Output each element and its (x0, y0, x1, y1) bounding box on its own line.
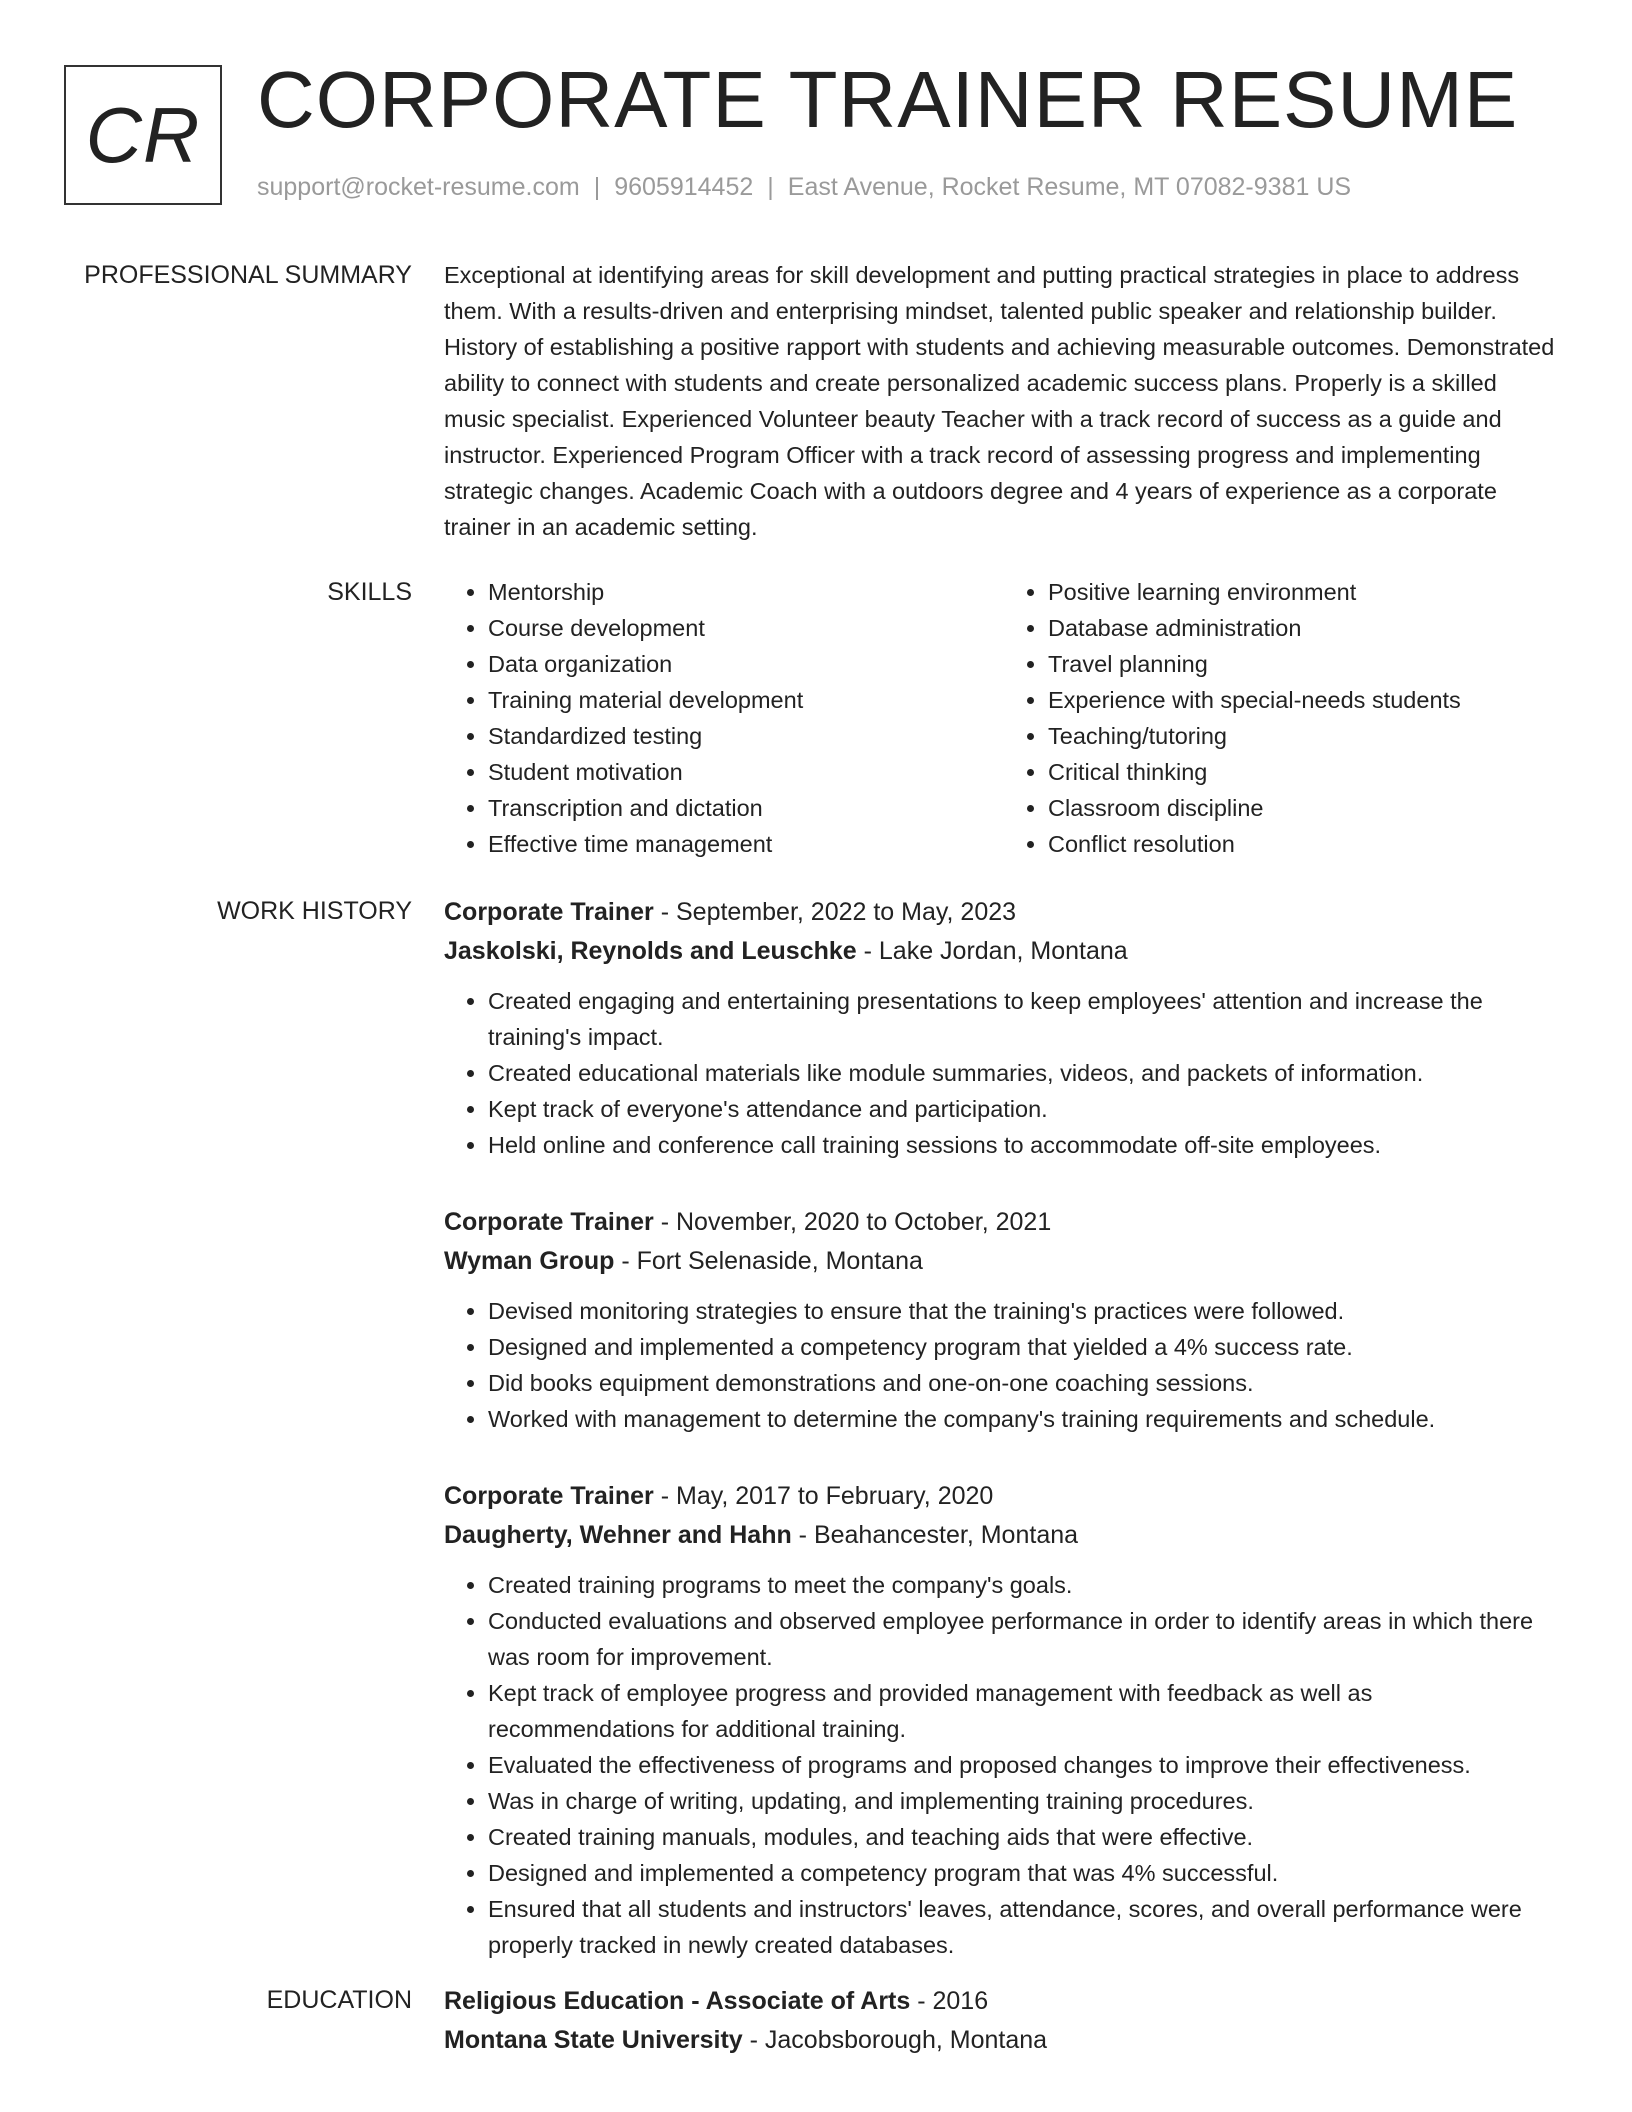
skills-list-right (1004, 574, 1564, 862)
skill-item: • Student motivation (488, 754, 1004, 790)
job-dates: - September, 2022 to May, 2023 (653, 898, 1017, 926)
job-bullet: • Designed and implemented a competency program that was 4% successful. (488, 1855, 1564, 1891)
work-content (444, 893, 1564, 2003)
education-content (444, 1982, 1564, 2060)
job-title: Corporate Trainer (444, 898, 654, 926)
job-bullet: • Kept track of employee progress and provided management with feedback as well as recommendations for additional training. (488, 1675, 1564, 1747)
job-bullets (444, 1567, 1564, 1963)
skill-item: • Transcription and dictation (488, 790, 1004, 826)
job-title: Corporate Trainer (444, 1482, 654, 1510)
skill-item: • Critical thinking (1048, 754, 1564, 790)
monogram: CR (64, 65, 222, 205)
job-bullet: • Ensured that all students and instructors' leaves, attendance, scores, and overall performance were properly tracked in newly created databases. (488, 1891, 1564, 1963)
summary-text: Exceptional at identifying areas for skill development and putting practical strategies in place to address them. With a results-driven and enterprising mindset, talented public speaker and relationship builder. History of establishing a positive rapport with students and achieving measurable outcomes. Demonstrated ability to connect with students and create personalized academic success plans. Properly is a skilled music specialist. Experienced Volunteer beauty Teacher with a track record of success as a guide and instructor. Experienced Program Officer with a track record of assessing progress and implementing strategic changes. Academic Coach with a outdoors degree and 4 years of experience as a corporate trainer in an academic setting. (444, 262, 1555, 540)
education-degree-line (444, 1982, 1564, 2021)
skill-item: • Standardized testing (488, 718, 1004, 754)
job-location: - Fort Selenaside, Montana (614, 1247, 923, 1275)
skill-item: • Course development (488, 610, 1004, 646)
job-company: Jaskolski, Reynolds and Leuschke (444, 937, 857, 965)
job-bullet: • Devised monitoring strategies to ensure that the training's practices were followed. (488, 1293, 1564, 1329)
job-bullet: • Evaluated the effectiveness of programs and proposed changes to improve their effectiveness. (488, 1747, 1564, 1783)
skills-list-left (444, 574, 1004, 862)
skill-item: • Conflict resolution (1048, 826, 1564, 862)
job-company-line (444, 1242, 1564, 1281)
job-title-line (444, 893, 1564, 932)
education-location: - Jacobsborough, Montana (742, 2026, 1048, 2054)
skill-item: • Teaching/tutoring (1048, 718, 1564, 754)
job-bullet: • Created training programs to meet the company's goals. (488, 1567, 1564, 1603)
skill-item: • Classroom discipline (1048, 790, 1564, 826)
job-bullet: • Held online and conference call training sessions to accommodate off-site employees. (488, 1127, 1564, 1163)
job-bullet: • Was in charge of writing, updating, and implementing training procedures. (488, 1783, 1564, 1819)
skill-item: • Effective time management (488, 826, 1004, 862)
job-bullet: • Created training manuals, modules, and teaching aids that were effective. (488, 1819, 1564, 1855)
page-title: CORPORATE TRAINER RESUME (257, 55, 1519, 144)
job-company-line (444, 1516, 1564, 1555)
section-label-summary: PROFESSIONAL SUMMARY (84, 261, 412, 289)
job-location: - Beahancester, Montana (791, 1521, 1079, 1549)
job-bullet: • Worked with management to determine the company's training requirements and schedule. (488, 1401, 1564, 1437)
education-year: - 2016 (910, 1987, 989, 2015)
job-bullet: • Created engaging and entertaining presentations to keep employees' attention and increase the training's impact. (488, 983, 1564, 1055)
job-entry (444, 1203, 1564, 1437)
skill-item: • Experience with special-needs students (1048, 682, 1564, 718)
job-entry (444, 1477, 1564, 1963)
job-bullets (444, 983, 1564, 1163)
job-dates: - November, 2020 to October, 2021 (653, 1208, 1052, 1236)
education-degree: Religious Education - Associate of Arts (444, 1987, 911, 2015)
section-label-education: EDUCATION (266, 1986, 412, 2014)
education-school-line (444, 2021, 1564, 2060)
skill-item: • Positive learning environment (1048, 574, 1564, 610)
contact-separator: | (593, 173, 601, 201)
job-bullet: • Kept track of everyone's attendance and participation. (488, 1091, 1564, 1127)
skill-item: • Mentorship (488, 574, 1004, 610)
job-company: Daugherty, Wehner and Hahn (444, 1521, 792, 1549)
contact-phone[interactable]: 9605914452 (614, 173, 754, 201)
job-bullet: • Created educational materials like module summaries, videos, and packets of information. (488, 1055, 1564, 1091)
contact-address: East Avenue, Rocket Resume, MT 07082-9381 US (787, 173, 1352, 201)
summary-content (444, 257, 1564, 545)
section-label-skills: SKILLS (327, 578, 412, 606)
contact-separator: | (767, 173, 774, 201)
job-company-line (444, 932, 1564, 971)
job-dates: - May, 2017 to February, 2020 (653, 1482, 994, 1510)
contact-line (257, 172, 1351, 202)
job-bullet: • Designed and implemented a competency program that yielded a 4% success rate. (488, 1329, 1564, 1365)
job-bullets (444, 1293, 1564, 1437)
skill-item: • Travel planning (1048, 646, 1564, 682)
job-location: - Lake Jordan, Montana (856, 937, 1128, 965)
job-company: Wyman Group (444, 1247, 615, 1275)
job-title-line (444, 1203, 1564, 1242)
skill-item: • Data organization (488, 646, 1004, 682)
job-title: Corporate Trainer (444, 1208, 654, 1236)
job-entry (444, 893, 1564, 1163)
job-bullet: • Conducted evaluations and observed employee performance in order to identify areas in which there was room for improvement. (488, 1603, 1564, 1675)
skill-item: • Training material development (488, 682, 1004, 718)
education-school: Montana State University (444, 2026, 743, 2054)
skill-item: • Database administration (1048, 610, 1564, 646)
section-label-work: WORK HISTORY (217, 897, 412, 925)
job-bullet: • Did books equipment demonstrations and one-on-one coaching sessions. (488, 1365, 1564, 1401)
job-title-line (444, 1477, 1564, 1516)
skills-content (444, 574, 1564, 862)
contact-email[interactable]: support@rocket-resume.com (257, 173, 580, 201)
